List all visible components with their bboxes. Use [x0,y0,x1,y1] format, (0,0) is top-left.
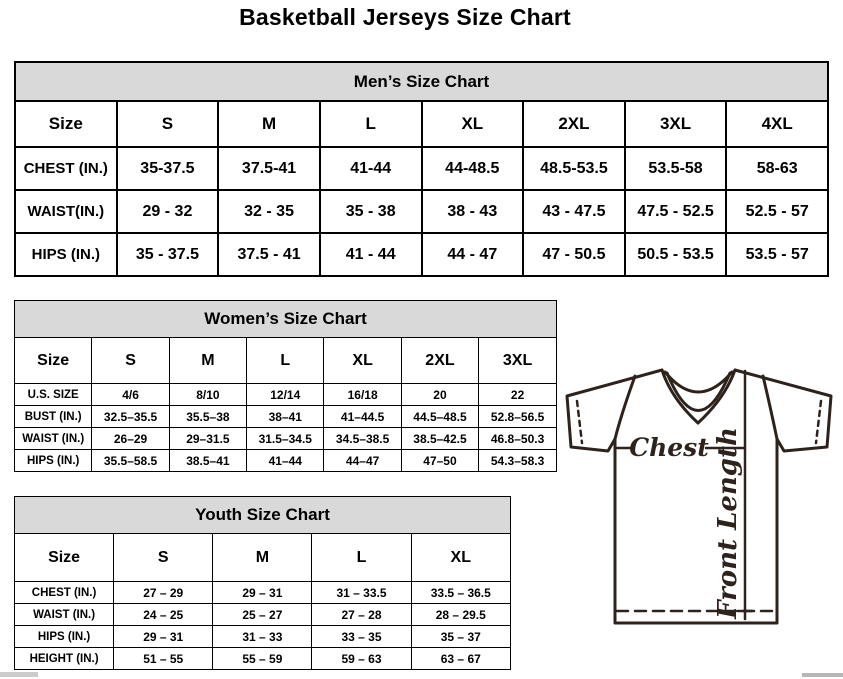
data-cell: 16/18 [324,384,401,406]
data-cell: 22 [479,384,557,406]
row-label: HIPS (IN.) [15,450,92,472]
data-cell: 53.5-58 [625,147,727,190]
data-cell: 41-44 [320,147,422,190]
table-row [15,450,557,472]
data-cell: 26–29 [92,428,169,450]
size-header-cell: XL [411,534,510,582]
row-label: WAIST (IN.) [15,428,92,450]
data-cell: 35.5–58.5 [92,450,169,472]
row-label: HEIGHT (IN.) [15,648,114,670]
data-cell: 47–50 [401,450,478,472]
table-row [15,233,828,276]
data-cell: 31 – 33.5 [312,582,411,604]
data-cell: 29 – 31 [114,626,213,648]
front-length-label: Front Length [713,427,743,619]
table-row [15,406,557,428]
chart-title-row [15,497,511,534]
data-cell: 34.5–38.5 [324,428,401,450]
page-title: Basketball Jerseys Size Chart [239,4,571,30]
left-sleeve-seam [615,376,635,439]
womens-size-chart-table [14,300,557,472]
data-cell: 31.5–34.5 [247,428,324,450]
size-header-row [15,534,511,582]
row-label: U.S. SIZE [15,384,92,406]
table-row [15,604,511,626]
data-cell: 32.5–35.5 [92,406,169,428]
data-cell: 29–31.5 [169,428,246,450]
size-header-cell: Size [15,101,117,147]
right-cuff-dashed-line [816,401,821,443]
row-label: WAIST(IN.) [15,190,117,233]
table-row [15,147,828,190]
data-cell: 53.5 - 57 [726,233,828,276]
data-cell: 27 – 29 [114,582,213,604]
data-cell: 38.5–42.5 [401,428,478,450]
data-cell: 25 – 27 [213,604,312,626]
data-cell: 33.5 – 36.5 [411,582,510,604]
data-cell: 63 – 67 [411,648,510,670]
jersey-outline [567,370,831,623]
row-label: WAIST (IN.) [15,604,114,626]
data-cell: 52.5 - 57 [726,190,828,233]
size-header-cell: M [213,534,312,582]
size-header-cell: Size [15,338,92,384]
data-cell: 35 - 38 [320,190,422,233]
size-header-cell: M [218,101,320,147]
data-cell: 47.5 - 52.5 [625,190,727,233]
youth-size-chart-table [14,496,511,670]
data-cell: 41 - 44 [320,233,422,276]
row-label: HIPS (IN.) [15,233,117,276]
data-cell: 29 - 32 [117,190,219,233]
row-label: CHEST (IN.) [15,582,114,604]
data-cell: 32 - 35 [218,190,320,233]
data-cell: 44-48.5 [422,147,524,190]
mens-size-chart-table [14,61,829,277]
data-cell: 31 – 33 [213,626,312,648]
data-cell: 8/10 [169,384,246,406]
size-header-cell: L [320,101,422,147]
size-header-cell: 4XL [726,101,828,147]
jersey-diagram-svg [555,360,843,650]
chart-title: Youth Size Chart [15,497,511,534]
size-header-cell: 3XL [625,101,727,147]
size-header-cell: M [169,338,246,384]
table-row [15,384,557,406]
data-cell: 38–41 [247,406,324,428]
data-cell: 52.8–56.5 [479,406,557,428]
data-cell: 44.5–48.5 [401,406,478,428]
row-label: HIPS (IN.) [15,626,114,648]
table-row [15,626,511,648]
data-cell: 48.5-53.5 [523,147,625,190]
horizontal-scrollbar-fragment-left[interactable] [0,672,38,677]
data-cell: 20 [401,384,478,406]
data-cell: 12/14 [247,384,324,406]
size-header-cell: 2XL [401,338,478,384]
size-header-cell: L [247,338,324,384]
chart-title: Women’s Size Chart [15,301,557,338]
chart-title: Men’s Size Chart [15,62,828,101]
size-header-cell: Size [15,534,114,582]
data-cell: 29 – 31 [213,582,312,604]
data-cell: 51 – 55 [114,648,213,670]
jersey-measurement-diagram [555,360,843,650]
chart-title-row [15,301,557,338]
size-header-cell: 2XL [523,101,625,147]
data-cell: 37.5-41 [218,147,320,190]
collar-v-outline [662,370,735,423]
data-cell: 28 – 29.5 [411,604,510,626]
left-cuff-dashed-line [577,401,582,443]
chest-label: Chest [629,433,709,462]
size-header-cell: L [312,534,411,582]
data-cell: 35 - 37.5 [117,233,219,276]
data-cell: 24 – 25 [114,604,213,626]
data-cell: 38 - 43 [422,190,524,233]
size-header-cell: 3XL [479,338,557,384]
data-cell: 44 - 47 [422,233,524,276]
row-label: BUST (IN.) [15,406,92,428]
data-cell: 33 – 35 [312,626,411,648]
data-cell: 41–44.5 [324,406,401,428]
data-cell: 43 - 47.5 [523,190,625,233]
data-cell: 38.5–41 [169,450,246,472]
data-cell: 47 - 50.5 [523,233,625,276]
table-row [15,582,511,604]
horizontal-scrollbar-fragment-right[interactable] [802,673,843,677]
right-sleeve-seam [763,376,777,439]
data-cell: 37.5 - 41 [218,233,320,276]
data-cell: 46.8–50.3 [479,428,557,450]
table-row [15,648,511,670]
table-row [15,190,828,233]
data-cell: 41–44 [247,450,324,472]
data-cell: 35-37.5 [117,147,219,190]
data-cell: 50.5 - 53.5 [625,233,727,276]
size-header-row [15,338,557,384]
size-header-cell: XL [422,101,524,147]
data-cell: 27 – 28 [312,604,411,626]
table-row [15,428,557,450]
size-header-cell: S [92,338,169,384]
data-cell: 54.3–58.3 [479,450,557,472]
data-cell: 59 – 63 [312,648,411,670]
size-header-row [15,101,828,147]
chart-title-row [15,62,828,101]
data-cell: 44–47 [324,450,401,472]
size-header-cell: S [114,534,213,582]
data-cell: 4/6 [92,384,169,406]
data-cell: 35 – 37 [411,626,510,648]
data-cell: 35.5–38 [169,406,246,428]
size-header-cell: S [117,101,219,147]
data-cell: 55 – 59 [213,648,312,670]
size-header-cell: XL [324,338,401,384]
data-cell: 58-63 [726,147,828,190]
row-label: CHEST (IN.) [15,147,117,190]
